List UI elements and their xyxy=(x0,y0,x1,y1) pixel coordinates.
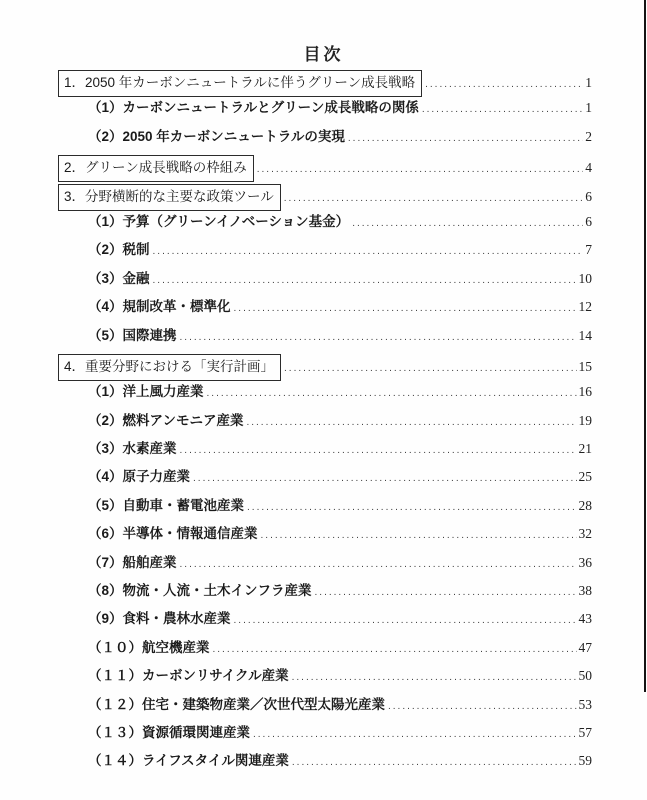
toc-page-number: 1 xyxy=(585,75,592,90)
toc-page-number: 47 xyxy=(578,639,592,655)
toc-entry-label: （１４）ライフスタイル関連産業 xyxy=(88,753,289,769)
toc-page-number: 19 xyxy=(578,412,592,428)
toc-entry xyxy=(58,269,592,297)
toc-page-number: 38 xyxy=(578,583,592,599)
toc-leader-dots xyxy=(153,242,584,262)
toc-entry-label: 2．グリーン成長戦略の枠組み xyxy=(58,155,254,182)
toc-leader-dots xyxy=(425,75,583,95)
toc-page-number: 7 xyxy=(585,242,592,258)
toc-leader-dots xyxy=(246,413,576,433)
toc-entry-label: （１０）航空機産業 xyxy=(88,639,210,655)
toc-entry xyxy=(58,382,592,410)
toc-list xyxy=(58,70,592,780)
toc-leader-dots xyxy=(180,555,577,575)
toc-page-number: 12 xyxy=(578,299,592,315)
toc-entry xyxy=(58,723,592,751)
toc-entry-label: （8）物流・人流・土木インフラ産業 xyxy=(88,583,312,599)
toc-entry xyxy=(58,411,592,439)
toc-page-number: 28 xyxy=(578,497,592,513)
toc-entry-label: （3）金融 xyxy=(88,270,150,286)
toc-page-number: 21 xyxy=(578,441,592,457)
toc-leader-dots xyxy=(422,100,583,120)
toc-page-number: 36 xyxy=(578,554,592,570)
toc-page-number: 43 xyxy=(578,611,592,627)
toc-leader-dots xyxy=(207,384,577,404)
toc-page-number: 59 xyxy=(578,753,592,769)
toc-page-number: 6 xyxy=(585,188,592,204)
toc-page-number: 14 xyxy=(578,327,592,343)
page-title: 目次 xyxy=(303,45,344,64)
toc-leader-dots xyxy=(234,611,577,631)
toc-entry xyxy=(58,695,592,723)
toc-leader-dots xyxy=(292,668,577,688)
toc-page-number: 4 xyxy=(585,160,592,176)
toc-page-number: 50 xyxy=(578,668,592,684)
toc-leader-dots xyxy=(352,214,583,234)
scan-edge-artifact xyxy=(644,0,646,692)
toc-entry-label: （1）洋上風力産業 xyxy=(88,384,204,400)
toc-entry xyxy=(58,240,592,268)
toc-page-number: 32 xyxy=(578,526,592,542)
toc-entry xyxy=(58,467,592,495)
toc-entry xyxy=(58,297,592,325)
toc-leader-dots xyxy=(234,299,577,319)
toc-entry xyxy=(58,581,592,609)
toc-entry xyxy=(58,638,592,666)
toc-entry xyxy=(58,326,592,354)
toc-entry-label: （1）カーボンニュートラルとグリーン成長戦略の関係 xyxy=(88,100,419,116)
toc-entry-label: （5）国際連携 xyxy=(88,327,177,343)
toc-entry xyxy=(58,553,592,581)
toc-entry xyxy=(58,524,592,552)
toc-leader-dots xyxy=(253,725,577,745)
toc-entry-label: （4）規制改革・標準化 xyxy=(88,299,231,315)
toc-entry-label: （2）税制 xyxy=(88,242,150,258)
toc-entry xyxy=(58,184,592,212)
toc-entry xyxy=(58,127,592,155)
toc-entry xyxy=(58,354,592,382)
toc-entry xyxy=(58,666,592,694)
toc-page-number: 10 xyxy=(578,270,592,286)
toc-leader-dots xyxy=(292,753,577,773)
toc-entry-label: （2）燃料アンモニア産業 xyxy=(88,412,244,428)
toc-entry xyxy=(58,70,592,98)
toc-entry xyxy=(58,751,592,779)
toc-page-number: 2 xyxy=(585,128,592,144)
toc-page-number: 25 xyxy=(578,469,592,485)
toc-entry xyxy=(58,98,592,126)
toc-entry-label: 3．分野横断的な主要な政策ツール xyxy=(58,184,281,211)
toc-entry-label: （7）船舶産業 xyxy=(88,554,177,570)
toc-entry xyxy=(58,609,592,637)
toc-entry xyxy=(58,155,592,183)
toc-leader-dots xyxy=(247,498,576,518)
toc-leader-dots xyxy=(315,583,577,603)
toc-entry xyxy=(58,439,592,467)
toc-page-number: 57 xyxy=(578,724,592,740)
toc-leader-dots xyxy=(153,271,577,291)
toc-entry-label: （１２）住宅・建築物産業／次世代型太陽光産業 xyxy=(88,696,385,712)
toc-entry-label: （6）半導体・情報通信産業 xyxy=(88,526,258,542)
toc-leader-dots xyxy=(213,640,577,660)
toc-entry-label: （１３）資源循環関連産業 xyxy=(88,724,250,740)
toc-leader-dots xyxy=(180,328,577,348)
toc-page-number: 1 xyxy=(585,100,592,116)
toc-page-number: 16 xyxy=(578,384,592,400)
toc-leader-dots xyxy=(261,526,577,546)
toc-entry-label: （2）2050 年カーボンニュートラルの実現 xyxy=(88,128,345,144)
toc-leader-dots xyxy=(284,189,584,209)
toc-entry-label: （5）自動車・蓄電池産業 xyxy=(88,497,245,513)
toc-leader-dots xyxy=(284,359,576,379)
toc-leader-dots xyxy=(388,697,577,717)
toc-entry xyxy=(58,496,592,524)
toc-leader-dots xyxy=(348,129,583,149)
toc-leader-dots xyxy=(180,441,577,461)
toc-entry-label: （4）原子力産業 xyxy=(88,469,191,485)
toc-entry-label: （１１）カーボンリサイクル産業 xyxy=(88,668,289,684)
toc-entry-label: （1）予算（グリーンイノベーション基金） xyxy=(88,213,350,229)
toc-page-number: 15 xyxy=(578,358,592,374)
toc-entry-label: （9）食料・農林水産業 xyxy=(88,611,231,627)
toc-entry xyxy=(58,212,592,240)
toc-page-number: 53 xyxy=(578,696,592,712)
toc-leader-dots xyxy=(257,160,584,180)
toc-entry-label: 1．2050 年カーボンニュートラルに伴うグリーン成長戦略 xyxy=(58,70,422,97)
toc-leader-dots xyxy=(193,469,576,489)
toc-page-number: 6 xyxy=(585,213,592,229)
toc-entry-label: （3）水素産業 xyxy=(88,441,177,457)
toc-entry-label: 4．重要分野における「実行計画」 xyxy=(58,354,281,381)
